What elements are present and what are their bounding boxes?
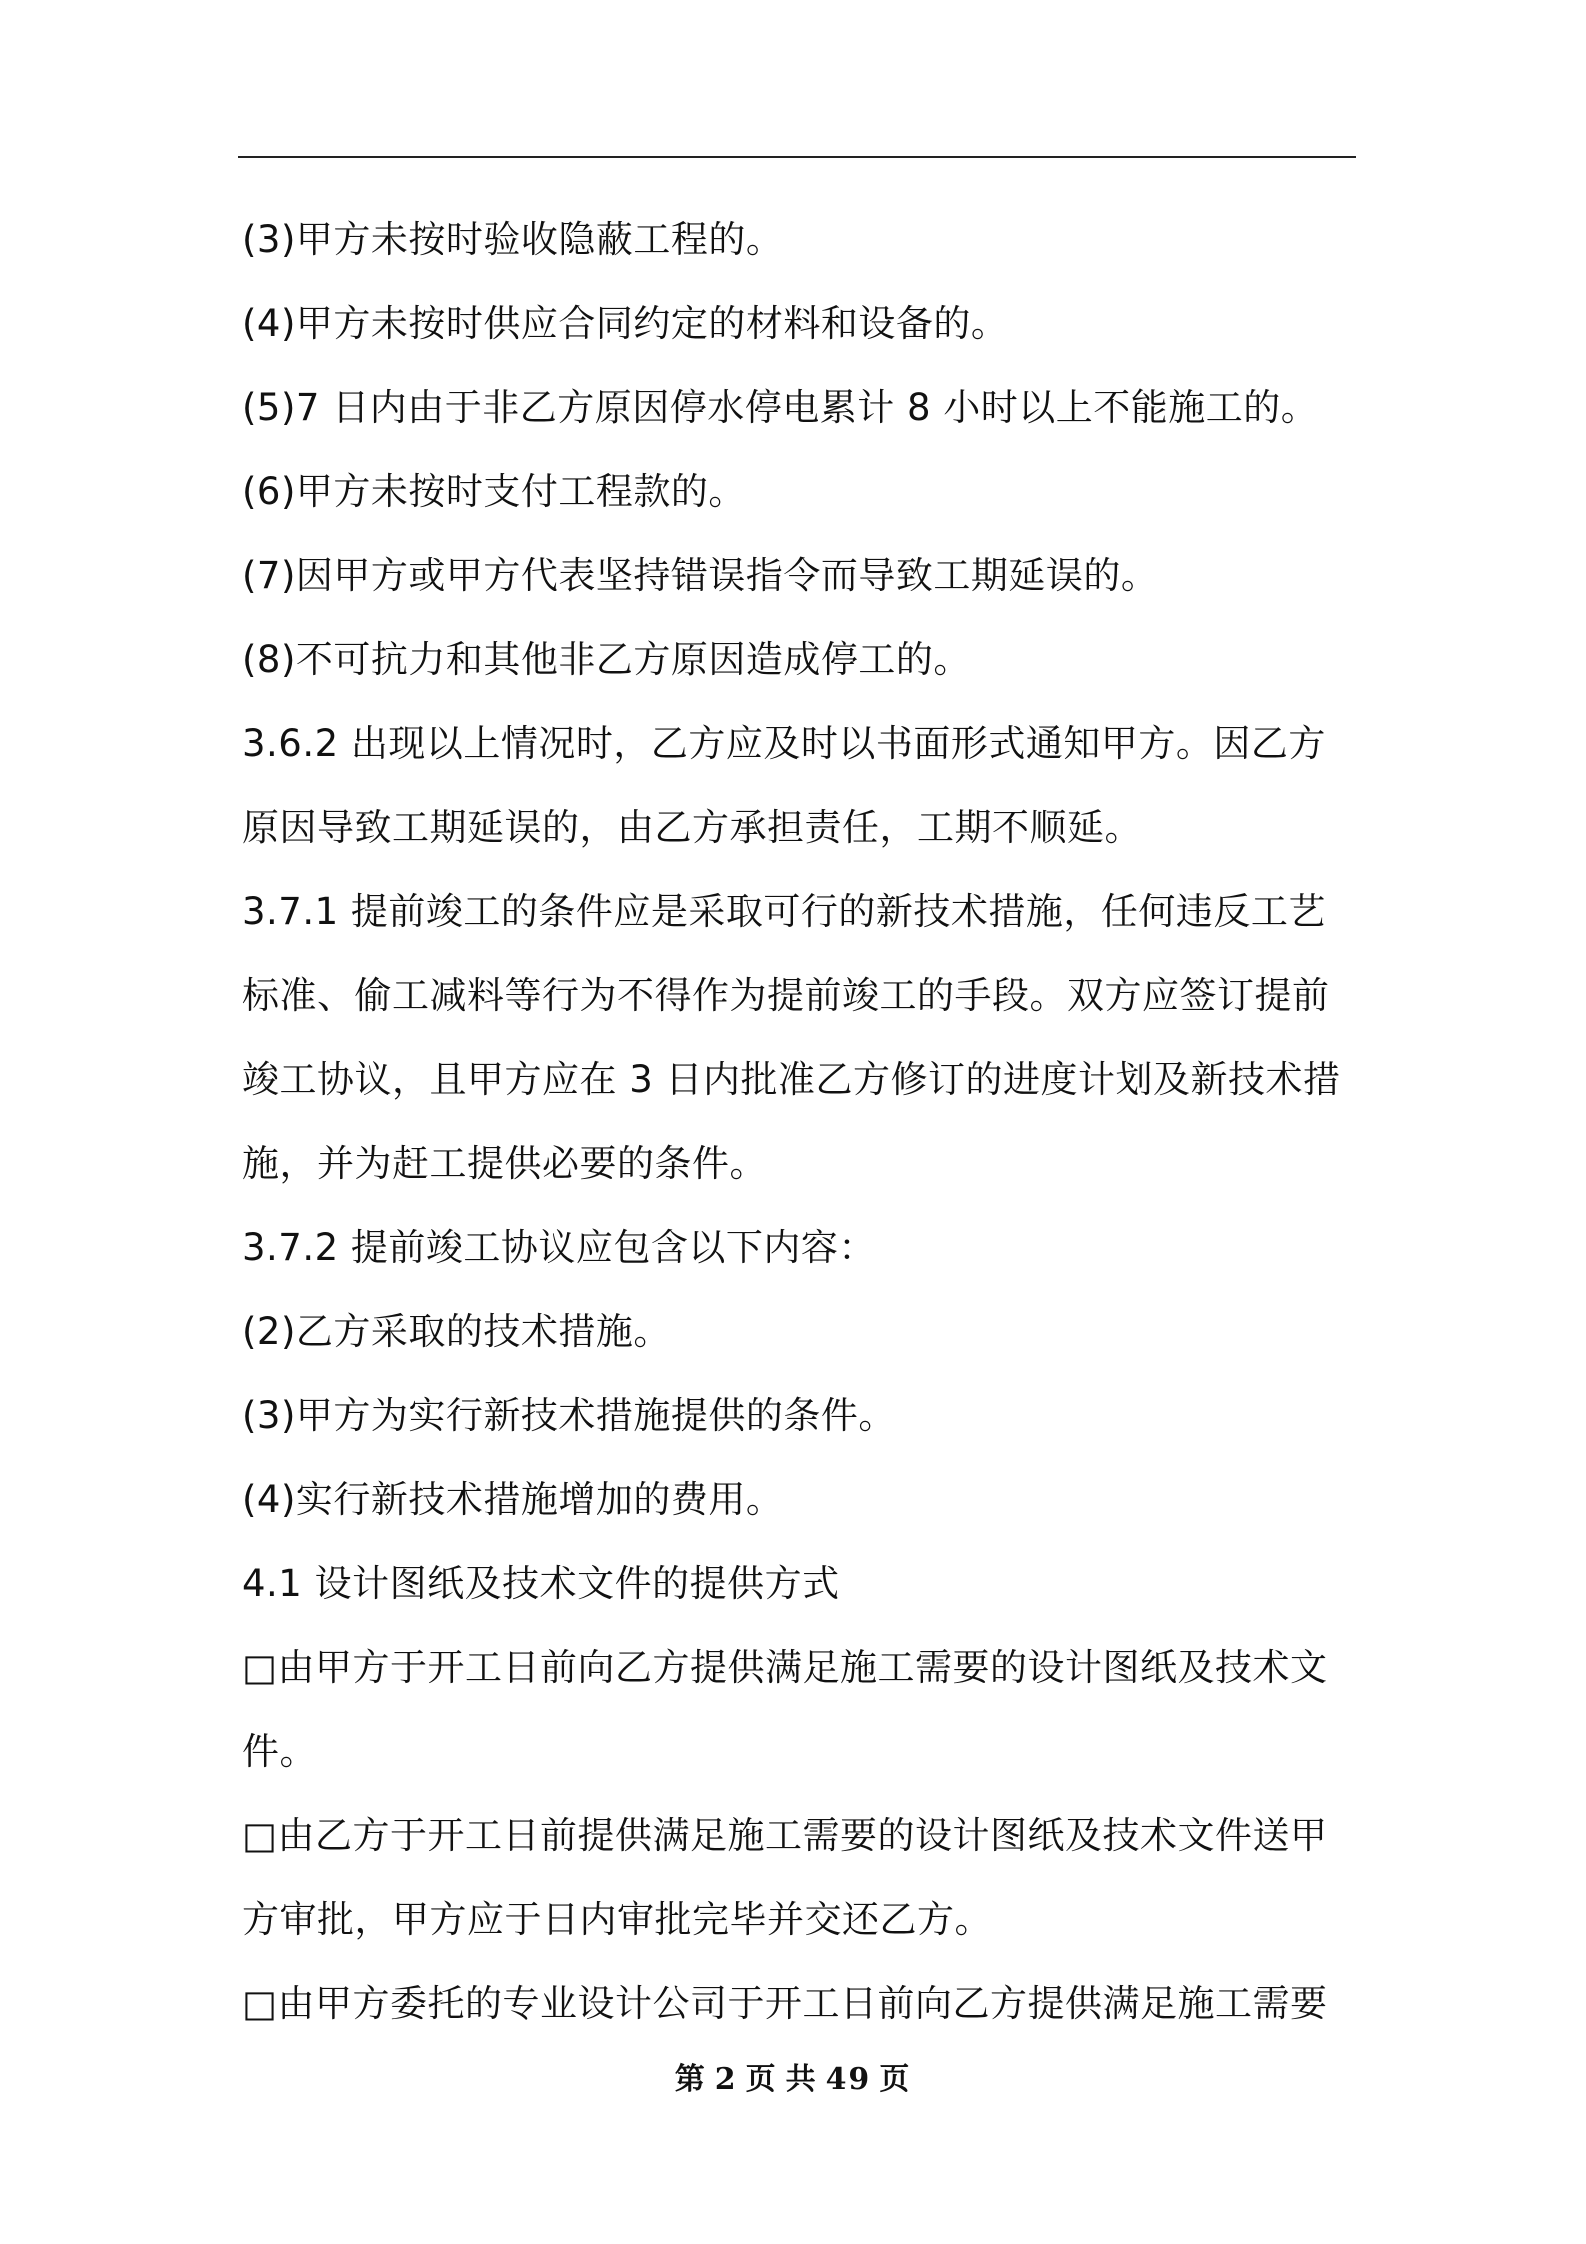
footer-label-page-unit: 页 [745,2062,778,2097]
paragraph: (7)因甲方或甲方代表坚持错误指令而导致工期延误的。 [242,554,1159,597]
footer-label-page: 第 [674,2062,707,2097]
paragraph: (3)甲方为实行新技术措施提供的条件。 [242,1394,896,1437]
paragraph: (4)甲方未按时供应合同约定的材料和设备的。 [242,302,1009,345]
footer-label-total-unit: 页 [879,2062,912,2097]
paragraph: □由乙方于开工日前提供满足施工需要的设计图纸及技术文件送甲方审批，甲方应于日内审批完毕并交还乙方。 [242,1814,1328,1941]
current-page-number: 2 [714,2062,738,2097]
total-pages-number: 49 [825,2062,872,2097]
paragraph: 3.6.2 出现以上情况时，乙方应及时以书面形式通知甲方。因乙方原因导致工期延误的，由乙方承担责任，工期不顺延。 [242,722,1326,849]
paragraph: (3)甲方未按时验收隐蔽工程的。 [242,218,784,261]
paragraph: □由甲方于开工日前向乙方提供满足施工需要的设计图纸及技术文件。 [242,1646,1328,1773]
footer-label-total: 共 [785,2062,818,2097]
paragraph: 3.7.2 提前竣工协议应包含以下内容： [242,1226,876,1269]
header-divider [238,156,1356,158]
paragraph: (2)乙方采取的技术措施。 [242,1310,671,1353]
paragraph: 3.7.1 提前竣工的条件应是采取可行的新技术措施，任何违反工艺标准、偷工减料等行为不得作为提前竣工的手段。双方应签订提前竣工协议，且甲方应在 3 日内批准乙方修订的进度计划及新技术措施，并为赶工提供必要的条件。 [242,890,1341,1185]
paragraph: (8)不可抗力和其他非乙方原因造成停工的。 [242,638,971,681]
paragraph: □由甲方委托的专业设计公司于开工日前向乙方提供满足施工需要 [242,1982,1328,2025]
page-footer [0,2054,1586,2098]
paragraph: (4)实行新技术措施增加的费用。 [242,1478,784,1521]
paragraph: (6)甲方未按时支付工程款的。 [242,470,746,513]
paragraph: (5)7 日内由于非乙方原因停水停电累计 8 小时以上不能施工的。 [242,386,1319,429]
document-body [242,198,1356,2046]
paragraph: 4.1 设计图纸及技术文件的提供方式 [242,1562,840,1605]
